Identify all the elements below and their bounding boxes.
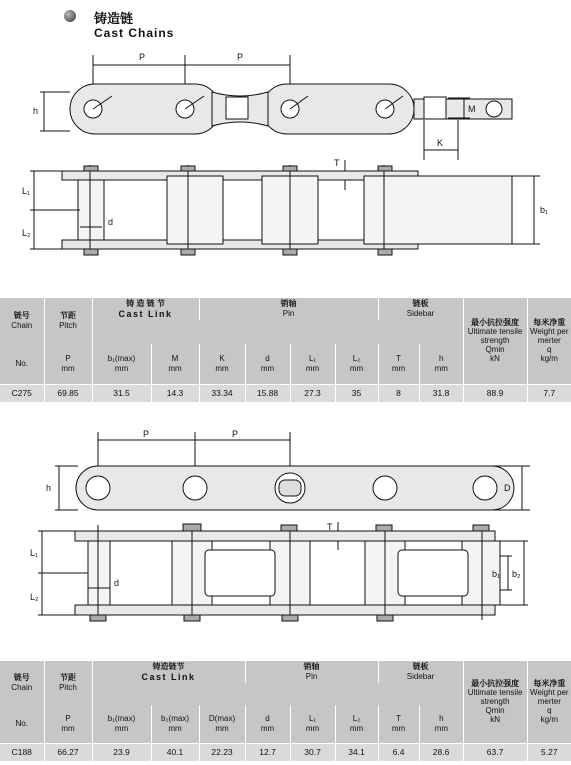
pitch-label: P bbox=[232, 429, 239, 439]
col-d-unit: mm bbox=[260, 723, 275, 733]
group-pin-cn: 销轴 bbox=[280, 299, 297, 308]
group-pin-en: Pin bbox=[282, 309, 295, 318]
col-l1-sub: L₁ bbox=[308, 713, 317, 723]
col-l2-sub: L₂ bbox=[352, 713, 361, 723]
cell-d: 15.88 bbox=[245, 384, 290, 402]
cell-h: 28.6 bbox=[419, 743, 463, 761]
col-b1-sub: b₁(max) bbox=[107, 713, 136, 723]
col-chain-sub: No. bbox=[15, 358, 28, 368]
col-m-unit: mm bbox=[168, 363, 182, 373]
col-weight-sub: q bbox=[547, 345, 552, 355]
col-t-sub: T bbox=[396, 353, 401, 363]
col-h-unit: mm bbox=[434, 363, 448, 373]
col-chain-cn: 链号 bbox=[13, 673, 30, 682]
col-chain-sub: No. bbox=[15, 718, 28, 728]
chain-drawing-c188 bbox=[0, 425, 571, 650]
col-chain-en: Chain bbox=[11, 321, 33, 330]
spec-table-c275 bbox=[0, 298, 571, 402]
pitch-label: P bbox=[237, 52, 244, 62]
cell-weight: 7.7 bbox=[527, 384, 571, 402]
group-sidebar-en: Sidebar bbox=[406, 672, 435, 681]
cell-b1: 23.9 bbox=[92, 743, 151, 761]
title-chinese: 铸造链 bbox=[94, 11, 134, 26]
cell-strength: 63.7 bbox=[463, 743, 527, 761]
col-l2-unit: mm bbox=[349, 363, 364, 373]
l1-label: L₁ bbox=[22, 186, 31, 196]
title-english: Cast Chains bbox=[94, 26, 175, 40]
pitch-label: P bbox=[143, 429, 150, 439]
cell-b2: 40.1 bbox=[151, 743, 199, 761]
cell-dmax: 22.23 bbox=[199, 743, 245, 761]
group-sidebar-en: Sidebar bbox=[406, 309, 435, 318]
col-weight-unit: kg/m bbox=[540, 715, 558, 725]
cell-l1: 27.3 bbox=[290, 384, 335, 402]
col-h-sub: h bbox=[439, 713, 444, 723]
k-label: K bbox=[437, 138, 444, 148]
col-strength-cn: 最小抗拉强度 bbox=[471, 679, 520, 689]
col-weight-en: Weight per merter bbox=[530, 688, 569, 707]
bullet-icon bbox=[64, 10, 76, 22]
col-b1-unit: mm bbox=[114, 723, 129, 733]
cell-h: 31.8 bbox=[419, 384, 463, 402]
d-label: d bbox=[108, 217, 114, 227]
cell-k: 33.34 bbox=[199, 384, 245, 402]
cell-pitch: 66.27 bbox=[44, 743, 92, 761]
col-weight-cn: 每米净重 bbox=[533, 318, 566, 328]
group-castlink-en: Cast Link bbox=[141, 671, 196, 682]
col-pitch-unit: mm bbox=[61, 723, 75, 733]
col-b1-sub: b₁(max) bbox=[107, 353, 136, 363]
col-l1-unit: mm bbox=[305, 363, 320, 373]
col-pitch-en: Pitch bbox=[59, 321, 77, 330]
pitch-label: P bbox=[139, 52, 146, 62]
cell-chain: C275 bbox=[0, 384, 44, 402]
group-castlink-en: Cast Link bbox=[118, 308, 173, 319]
col-weight-sub: q bbox=[547, 706, 552, 716]
col-chain-en: Chain bbox=[11, 683, 33, 692]
col-l2-sub: L₂ bbox=[352, 353, 361, 363]
col-dmax-unit: mm bbox=[215, 723, 229, 733]
col-d-unit: mm bbox=[260, 363, 275, 373]
col-strength-unit: kN bbox=[490, 354, 500, 364]
cell-t: 8 bbox=[378, 384, 419, 402]
spec-table-c188 bbox=[0, 661, 571, 761]
col-weight-en: Weight per merter bbox=[530, 327, 569, 346]
col-b1-unit: mm bbox=[114, 363, 129, 373]
col-d-sub: d bbox=[265, 353, 270, 363]
chain-drawing-c275 bbox=[0, 45, 571, 265]
cell-weight: 5.27 bbox=[527, 743, 571, 761]
col-strength-en: Ultimate tensile strength bbox=[467, 688, 523, 707]
col-weight-cn: 每米净重 bbox=[533, 679, 566, 689]
cell-l1: 30.7 bbox=[290, 743, 335, 761]
col-pitch-en: Pitch bbox=[59, 683, 77, 692]
l2-label: L₂ bbox=[30, 592, 39, 602]
d-dim-label: D bbox=[504, 483, 511, 493]
col-b2-sub: b₂(max) bbox=[161, 713, 189, 723]
col-t-sub: T bbox=[396, 713, 401, 723]
table-row bbox=[0, 743, 571, 761]
col-dmax-sub: D(max) bbox=[208, 713, 236, 723]
cell-l2: 35 bbox=[335, 384, 378, 402]
col-pitch-cn: 节距 bbox=[60, 311, 76, 320]
t-label: T bbox=[334, 158, 340, 168]
cell-m: 14.3 bbox=[151, 384, 199, 402]
col-b2-unit: mm bbox=[168, 723, 182, 733]
col-h-unit: mm bbox=[434, 723, 448, 733]
d-label: d bbox=[114, 578, 120, 588]
col-l1-sub: L₁ bbox=[308, 353, 317, 363]
l1-label: L₁ bbox=[30, 548, 39, 558]
table-row bbox=[0, 384, 571, 402]
col-t-unit: mm bbox=[391, 363, 406, 373]
col-strength-en: Ultimate tensile strength bbox=[467, 327, 523, 346]
col-l1-unit: mm bbox=[305, 723, 320, 733]
group-sidebar-cn: 链板 bbox=[412, 662, 429, 671]
cell-strength: 88.9 bbox=[463, 384, 527, 402]
b2-label: b₂ bbox=[512, 569, 521, 579]
col-d-sub: d bbox=[265, 713, 270, 723]
col-strength-sub: Qmin bbox=[485, 345, 505, 355]
col-t-unit: mm bbox=[391, 723, 406, 733]
cell-l2: 34.1 bbox=[335, 743, 378, 761]
col-pitch-cn: 节距 bbox=[60, 673, 76, 682]
m-label: M bbox=[468, 104, 476, 114]
col-strength-sub: Qmin bbox=[485, 706, 505, 716]
cell-t: 6.4 bbox=[378, 743, 419, 761]
t-label: T bbox=[327, 522, 333, 532]
b1-label: b₁ bbox=[492, 569, 501, 579]
col-strength-cn: 最小抗拉强度 bbox=[471, 318, 520, 328]
cell-chain: C188 bbox=[0, 743, 44, 761]
cell-b1: 31.5 bbox=[92, 384, 151, 402]
col-pitch-unit: mm bbox=[61, 363, 75, 373]
b1-label: b₁ bbox=[540, 205, 549, 215]
group-castlink-cn: 铸 造 链 节 bbox=[126, 298, 165, 308]
col-pitch-sub: P bbox=[65, 353, 71, 363]
cell-d: 12.7 bbox=[245, 743, 290, 761]
l2-label: L₂ bbox=[22, 228, 31, 238]
col-m-sub: M bbox=[171, 353, 179, 363]
col-l2-unit: mm bbox=[349, 723, 364, 733]
h-label: h bbox=[33, 106, 39, 116]
col-k-unit: mm bbox=[215, 363, 229, 373]
h-label: h bbox=[46, 483, 52, 493]
col-pitch-sub: P bbox=[65, 713, 71, 723]
col-strength-unit: kN bbox=[490, 715, 500, 725]
group-castlink-cn: 铸造链节 bbox=[152, 661, 185, 671]
group-pin-cn: 销轴 bbox=[303, 662, 320, 671]
col-weight-unit: kg/m bbox=[540, 354, 558, 364]
cell-pitch: 69.85 bbox=[44, 384, 92, 402]
col-k-sub: K bbox=[219, 353, 225, 363]
col-chain-cn: 链号 bbox=[13, 311, 30, 320]
group-pin-en: Pin bbox=[305, 672, 318, 681]
group-sidebar-cn: 链板 bbox=[412, 299, 429, 308]
col-h-sub: h bbox=[439, 353, 444, 363]
